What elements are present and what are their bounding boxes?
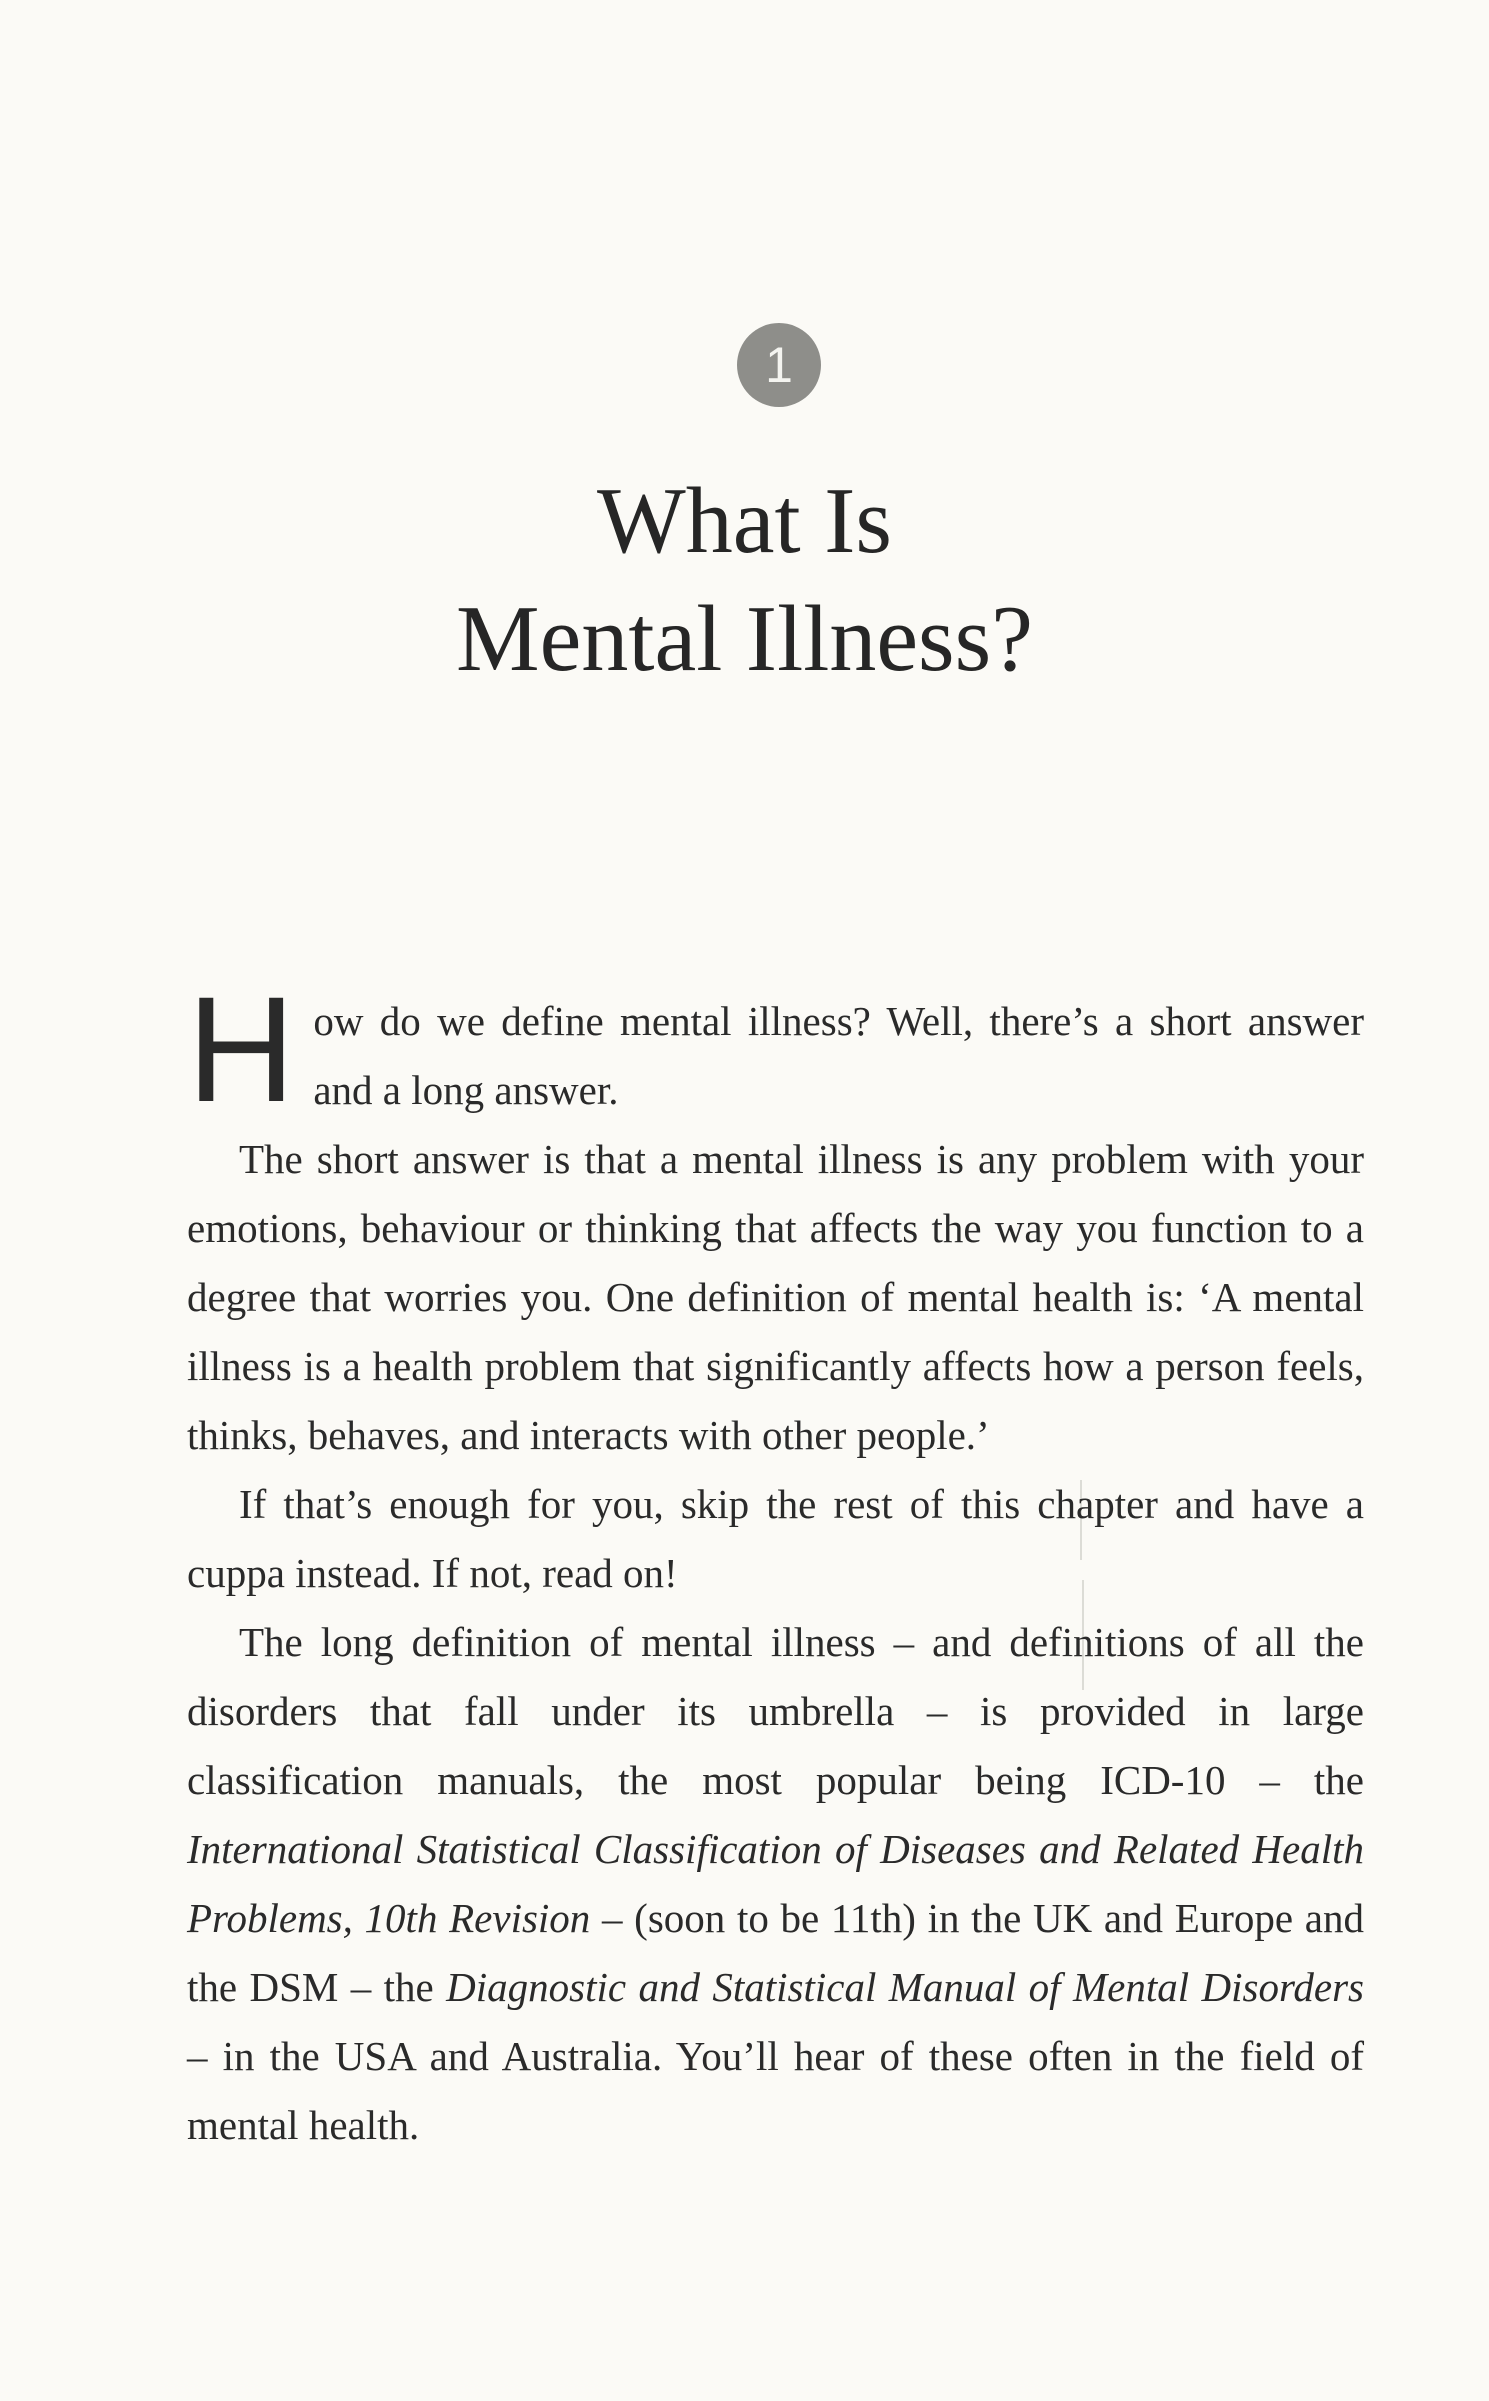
paragraph-long-definition [187, 1608, 1364, 2160]
chapter-title-line-1: What Is [597, 469, 892, 573]
chapter-number-badge [737, 323, 821, 407]
paragraph-short-answer: The short answer is that a mental illness is any problem with your emotions, behaviour or thinking that affects the way you function to a degree that worries you. One definition of mental health is: ‘A mental illness is a health problem that significantly affects how a person feels, thinks, behaves, and interacts with other people.’ [187, 1136, 1364, 1458]
chapter-body [187, 965, 1364, 2160]
icd-title: International Statistical Classification of Diseases and Related Health Problems, 10th Revision [187, 1826, 1364, 1941]
dsm-title: Diagnostic and Statistical Manual of Mental Disorders [446, 1964, 1364, 2010]
paragraph-cuppa: If that’s enough for you, skip the rest of this chapter and have a cuppa instead. If not, read on! [187, 1481, 1364, 1596]
paragraph-long-definition-part-c: – in the USA and Australia. You’ll hear of these often in the field of mental health. [187, 2033, 1364, 2148]
paragraph-long-definition-part-b: – (soon to be 11th) in the UK and Europe and the DSM – the [187, 1895, 1364, 2010]
drop-cap: H [187, 965, 296, 1133]
chapter-title-line-2: Mental Illness? [456, 587, 1033, 691]
chapter-title [0, 462, 1489, 698]
chapter-number: 1 [765, 337, 793, 393]
paragraph-long-definition-part-a: The long definition of mental illness – and definitions of all the disorders that fall under its umbrella – is provided in large classification manuals, the most popular being ICD-10 – the [187, 1619, 1364, 1803]
paragraph-intro [187, 965, 1364, 1133]
paragraph-intro-text: ow do we define mental illness? Well, there’s a short answer and a long answer. [313, 998, 1364, 1113]
